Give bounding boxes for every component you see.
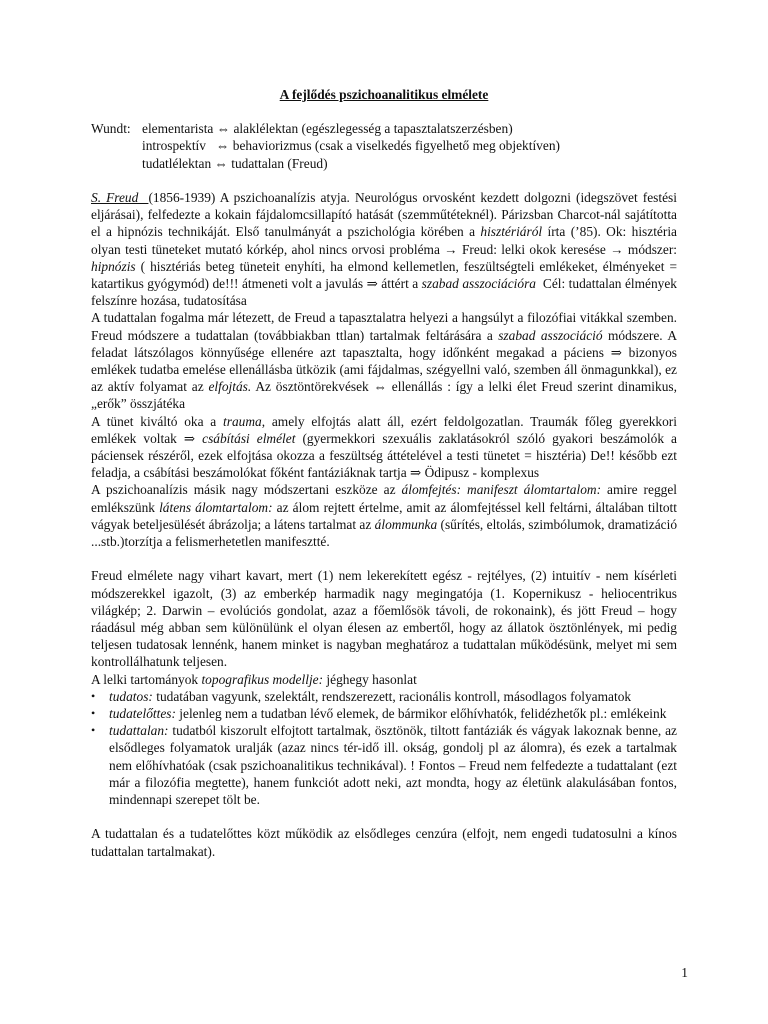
page-number: 1 [681, 965, 688, 980]
paragraph-unconscious: A tudattalan fogalma már létezett, de Freud a tapasztalatra helyezi a hangsúlyt a filozófiai vitákkal szemben. Freud módszere a tudattalan (továbbiakban ttlan) tartalmak feltárására a szabad asszociáció módszere. A feladat látszólagos könnyűsége ellenére azt tapasztalta, hogy időnként megakad a páciens ⇒ bizonyos emlékek tudatba emelése ellenállásba ütközik (ami fájdalmas, szégyellni való, szemben áll önmagunkkal), ez az aktív folyamat az elfojtás. Az ösztöntörekvések ⇔ ellenállás : így a lelki élet Freud szerint dinamikus, „erők” összjátéka [91, 310, 678, 412]
spacer [91, 172, 677, 189]
bullet-icon: • [91, 688, 96, 703]
double-arrow-icon: ⇔ [216, 138, 230, 154]
bullet-icon: • [91, 723, 96, 738]
wundt-row-3 [91, 155, 677, 172]
wundt-term-3: tudatlélektan ⇔ tudattalan (Freud) [142, 155, 328, 171]
implies-arrow-icon: ⇒ [610, 344, 622, 360]
list-item: • tudattalan: tudatból kiszorult elfojtott tartalmak, ösztönök, tiltott fantáziák és vágyak lakoznak benne, az elsődleges folyamatok uralják (azaz nincs tér-idő ill. okság, gondolj pl az álomra), és ezek a tartalmak nem előhívhatóak (csak pszichoanalitikus technikával). ! Fontos – Freud nem felfedezte a tudattalant (ezt már a filozófia megtette), hanem funkciót adott neki, azt mondta, hogy az életünk alakulásában fontos, mindennapi szerepet tölt be. [91, 723, 677, 808]
document-title: A fejlődés pszichoanalitikus elmélete [279, 87, 489, 102]
wundt-row-2 [91, 137, 677, 154]
wundt-term-1: elementarista ⇔ alaklélektan (egészlegesség a tapasztalatszerzésben) [142, 121, 513, 137]
implies-arrow-icon: ⇒ [366, 276, 378, 292]
right-arrow-icon: → [610, 241, 624, 257]
implies-arrow-icon: ⇒ [410, 465, 422, 481]
double-arrow-icon: ⇔ [373, 379, 387, 395]
wundt-label: Wundt: [91, 121, 131, 137]
page-content [91, 86, 681, 860]
wundt-row-1 [91, 120, 677, 137]
bullet-icon: • [91, 706, 96, 721]
implies-arrow-icon: ⇒ [183, 430, 196, 446]
double-arrow-icon: ⇔ [214, 155, 228, 171]
spacer [91, 550, 677, 567]
paragraph-censorship: A tudattalan és a tudatelőttes közt működik az elsődleges cenzúra (elfojt, nem engedi tudatosulni a kínos tudattalan tartalmakat). [91, 826, 677, 859]
double-arrow-icon: ⇔ [216, 121, 231, 137]
topography-list [91, 688, 677, 808]
paragraph-trauma: A tünet kiváltó oka a trauma, amely elfojtás alatt áll, ezért feldolgozatlan. Traumák főleg gyerekkori emlékek voltak ⇒ csábítási elmélet (gyermekkori szexuális zaklatásokról szóló gyakori beszámolók a páciensek részéről, ezek elfojtása okozza a feszültség áttételével a testi tünetet = hisztéria) De!! később ezt feladja, a csábítási beszámolókat főként fantáziáknak tartja ⇒ Ödipusz - komplexus [91, 413, 677, 481]
freud-name: S. Freud [91, 190, 149, 205]
paragraph-freud-intro: S. Freud (1856-1939) A pszichoanalízis atyja. Neurológus orvosként kezdett dolgozni (idegszövet festési eljárásai), felfedezte a kokain fájdalomcsillapító hatását (szemműtéteknél). Párizsban Charcot-nál sajátította el a hipnózis technikáját. Első tanulmányát a pszichológia körében a hisztériáról írta (’85). Ok: hisztéria olyan testi tüneteket mutató kórkép, ahol nincs orvosi probléma → Freud: lelki okok keresése → módszer: hipnózis ( hisztériás beteg tüneteit enyhíti, ha elmond kellemetlen, feszültségteli emlékeket, élményeket = katartikus gyógymód) de!!! átmeneti volt a javulás ⇒ áttért a szabad asszociációra Cél: tudattalan élmények felszínre hozása, tudatosítása [91, 190, 681, 309]
wundt-term-2: introspektív ⇔ behaviorizmus (csak a viselkedés figyelhető meg objektíven) [142, 138, 560, 154]
paragraph-controversy: Freud elmélete nagy vihart kavart, mert (1) nem lekerekített egész - rejtélyes, (2) intuitív - nem kísérleti módszerekkel igazolt, (3) az emberkép harmadik nagy megingatója (1. Kopernikusz - heliocentrikus világkép; 2. Darwin – evolúciós gondolat, azaz a főemlősök távoli, de rokonaink), és jött Freud – hogy ráadásul még abban sem különülünk el olyan élesen az embertől, hogy az állatok ösztönlények, mi pedig teljesen tudatosak lennénk, hanem minket is nagyban meghatároz a tudattalan működésünk, melyet mi sem kontrollálhatunk teljesen. [91, 568, 677, 670]
paragraph-topographic-model: A lelki tartományok topografikus modellje: jéghegy hasonlat [91, 671, 417, 687]
wundt-section [91, 120, 677, 172]
spacer [91, 808, 677, 825]
right-arrow-icon: → [444, 241, 458, 257]
list-item: • tudatos: tudatában vagyunk, szelektált, rendszerezett, racionális kontroll, másodlagos folyamatok [91, 688, 632, 704]
paragraph-dream-analysis: A pszichoanalízis másik nagy módszertani eszköze az álomfejtés: manifeszt álomtartalom: amire reggel emlékszünk látens álomtartalom: az álom rejtett értelme, amit az álomfejtéssel kell feltárni, általában tiltott vágyak beteljesülését ábrázolja; a látens tartalmat az álommunka (sűrítés, eltolás, szimbólumok, dramatizáció ...stb.)torzítja a felismerhetetlen manifesztté. [91, 482, 678, 550]
list-item: • tudatelőttes: jelenleg nem a tudatban lévő elemek, de bármikor előhívhatók, felidézhetők pl.: emlékeink [91, 706, 667, 722]
